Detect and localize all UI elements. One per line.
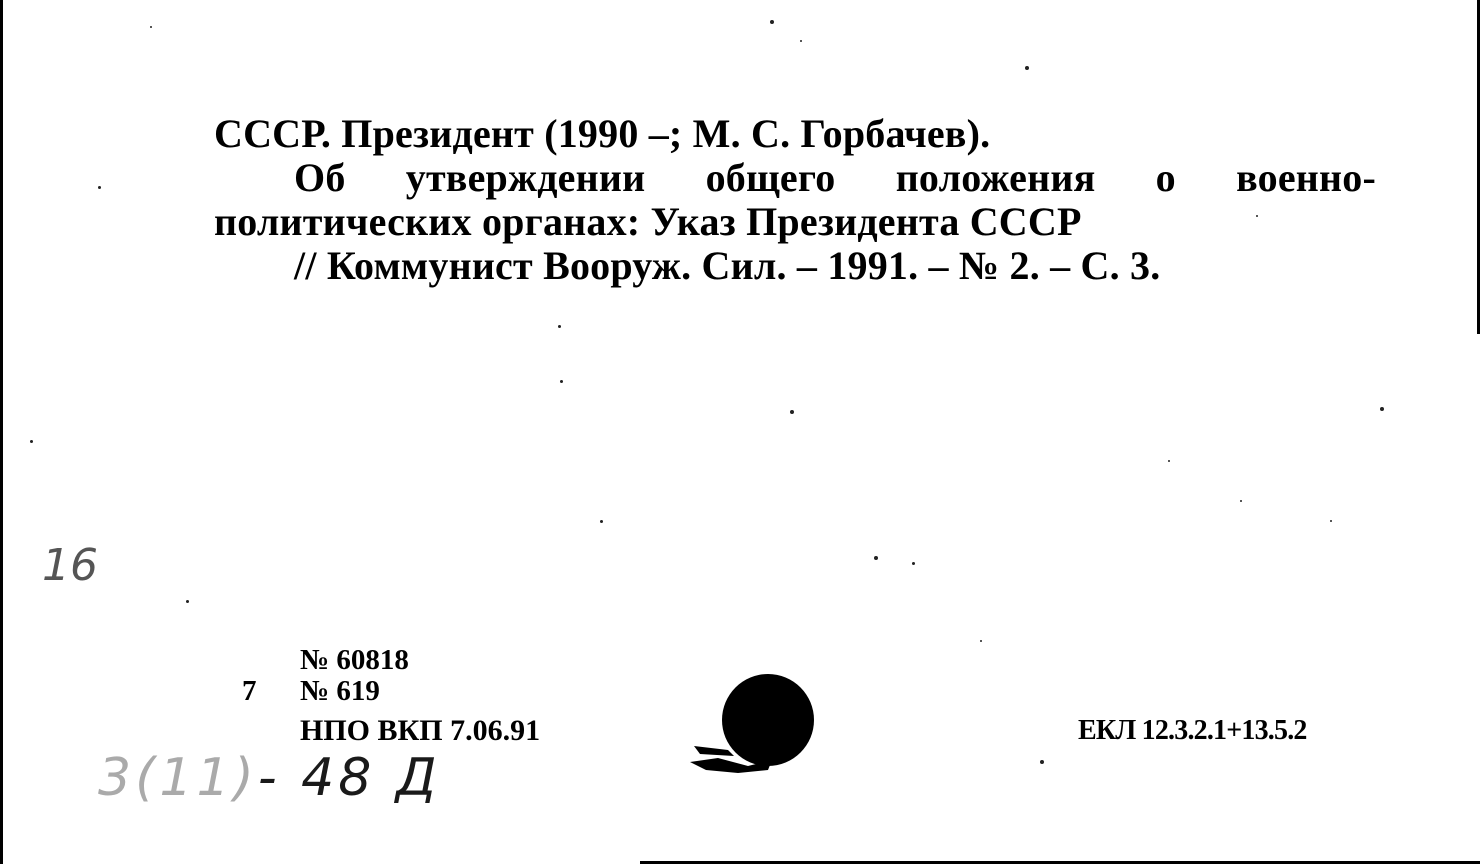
scan-speck xyxy=(770,20,774,24)
entry-heading: СССР. Президент (1990 –; М. С. Горбачев). xyxy=(214,111,991,156)
bibliographic-entry xyxy=(214,112,1376,288)
entry-source: // Коммунист Вооруж. Сил. – 1991. – № 2. – С. 3. xyxy=(294,243,1161,288)
handwritten-side-mark: 16 xyxy=(42,540,98,591)
scan-speck xyxy=(1040,760,1044,764)
scan-border-left xyxy=(0,0,3,864)
register-number: № 619 xyxy=(300,675,380,707)
register-prefix: 7 xyxy=(242,675,257,707)
scan-speck xyxy=(1380,407,1384,411)
scan-speck xyxy=(912,562,915,565)
handwritten-shelf-mark xyxy=(98,748,440,808)
scan-speck xyxy=(800,40,802,42)
scan-speck xyxy=(980,640,982,642)
scan-speck xyxy=(1240,500,1242,502)
entry-title: Об утверждении общего положения о военно-политических органах: Указ Президента СССР xyxy=(214,155,1376,244)
scan-speck xyxy=(790,410,794,414)
scan-speck xyxy=(1025,66,1029,70)
scan-speck xyxy=(1256,215,1258,217)
scan-speck xyxy=(1168,460,1170,462)
scan-speck xyxy=(1330,520,1332,522)
scan-speck xyxy=(558,325,561,328)
scan-speck xyxy=(30,440,33,443)
scan-speck xyxy=(874,556,878,560)
handwritten-faint-part: 3(11) xyxy=(98,748,258,808)
ink-smear xyxy=(688,740,776,774)
scan-speck xyxy=(150,26,152,28)
scan-speck xyxy=(560,380,563,383)
scan-speck xyxy=(600,520,603,523)
classification-code: ЕКЛ 12.3.2.1+13.5.2 xyxy=(1078,715,1307,746)
scan-speck xyxy=(98,186,101,189)
copies-number: № 60818 xyxy=(300,644,409,676)
scan-speck xyxy=(186,600,189,603)
organization-date: НПО ВКП 7.06.91 xyxy=(300,714,541,747)
handwritten-shelf-code: - 48 Д xyxy=(257,748,441,808)
